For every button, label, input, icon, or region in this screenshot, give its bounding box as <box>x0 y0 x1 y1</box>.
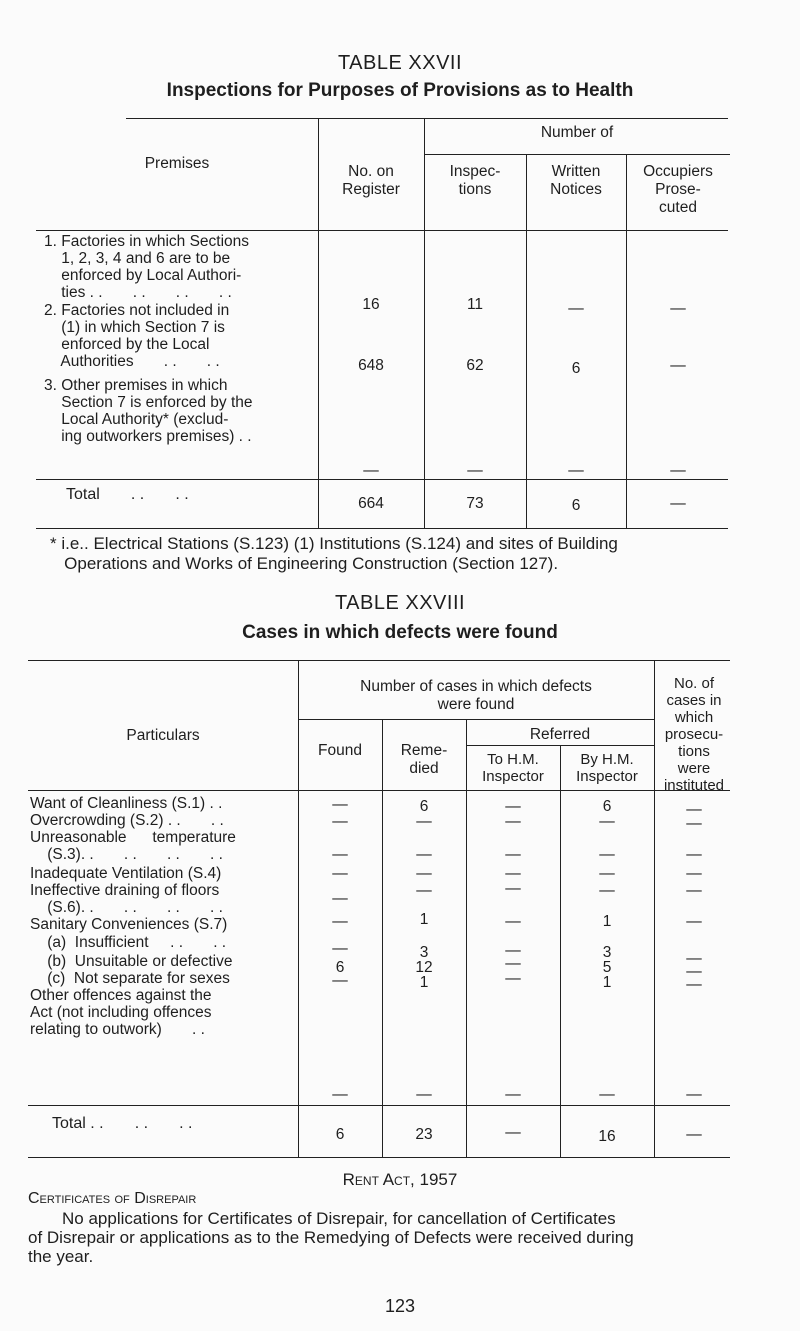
footnote-line: * i.e.. Electrical Stations (S.123) (1) Institutions (S.124) and sites of Building <box>50 534 618 553</box>
row-line: 2. Factories not included in <box>44 302 230 319</box>
cell-by-hm: — <box>599 846 615 863</box>
total-notices: 6 <box>571 497 581 514</box>
cell-to-hm: — <box>505 955 521 972</box>
cell-inspections: 11 <box>466 296 484 313</box>
header-occupiers-3: cuted <box>659 199 697 216</box>
particular-line: (a) Insufficient . . . . <box>30 934 227 951</box>
cell-remedied: — <box>416 846 432 863</box>
particular-line: Act (not including offences <box>30 1004 212 1021</box>
header-by-hm-1: By H.M. <box>580 751 634 768</box>
rule <box>382 719 383 1157</box>
cell-to-hm: — <box>505 1086 521 1103</box>
cell-remedied: — <box>416 865 432 882</box>
cell-prosecutions: — <box>686 846 702 863</box>
table-28-subtitle: Cases in which defects were found <box>242 622 558 643</box>
cell-inspections: 62 <box>466 357 484 374</box>
cell-remedied: 1 <box>419 974 429 991</box>
header-prosecutions-4: prosecu- <box>664 726 724 743</box>
cell-occupiers: — <box>670 300 686 317</box>
rent-act-line: of Disrepair or applications as to the Remedying of Defects were received during <box>28 1228 634 1247</box>
table-27-title: TABLE XXVII <box>337 52 463 74</box>
cell-register: — <box>363 462 379 479</box>
header-number-cases-1: Number of cases in which defects <box>360 678 592 695</box>
rule <box>298 660 299 1157</box>
header-prosecutions-1: No. of <box>673 675 715 692</box>
cell-found: — <box>332 865 348 882</box>
cell-prosecutions: — <box>686 1086 702 1103</box>
cell-register: 16 <box>362 296 380 313</box>
total-to-hm: — <box>505 1124 521 1141</box>
cell-remedied: 12 <box>415 959 433 976</box>
cell-to-hm: — <box>505 798 521 815</box>
cell-inspections: — <box>467 462 483 479</box>
header-notices-2: Notices <box>550 181 602 198</box>
total-occupiers: — <box>670 495 686 512</box>
table-28-title: TABLE XXVIII <box>334 592 466 614</box>
rule <box>560 745 561 1157</box>
cell-found: 6 <box>335 959 345 976</box>
row-line: 1. Factories in which Sections <box>44 233 250 250</box>
cell-to-hm: — <box>505 942 521 959</box>
rule <box>298 719 654 720</box>
header-to-hm-1: To H.M. <box>487 751 539 768</box>
cell-occupiers: — <box>670 462 686 479</box>
rule <box>126 118 728 119</box>
cell-found: — <box>332 940 348 957</box>
cell-by-hm: — <box>599 865 615 882</box>
cell-occupiers: — <box>670 357 686 374</box>
rent-act-line: the year. <box>28 1247 94 1266</box>
cell-prosecutions: — <box>686 815 702 832</box>
total-found: 6 <box>335 1126 345 1143</box>
header-remedied-1: Reme- <box>400 742 448 759</box>
cell-prosecutions: — <box>686 801 702 818</box>
cell-by-hm: 1 <box>602 974 612 991</box>
header-prosecutions-5: tions <box>678 743 710 760</box>
row-line: 3. Other premises in which <box>44 377 228 394</box>
cell-found: — <box>332 813 348 830</box>
cell-to-hm: — <box>505 880 521 897</box>
header-occupiers-1: Occupiers <box>643 163 713 180</box>
particular-line: (S.6). . . . . . . . <box>30 899 223 916</box>
cell-found: — <box>332 1086 348 1103</box>
rule <box>526 154 527 528</box>
cell-to-hm: — <box>505 913 521 930</box>
cell-remedied: 3 <box>419 944 429 961</box>
cell-found: — <box>332 890 348 907</box>
header-particulars: Particulars <box>126 727 200 744</box>
cell-by-hm: — <box>599 813 615 830</box>
row-line: Authorities . . . . <box>44 353 220 370</box>
row-line: ing outworkers premises) . . <box>44 428 252 445</box>
header-number-of: Number of <box>540 124 614 141</box>
header-number-cases-2: were found <box>437 696 515 713</box>
particular-line: Want of Cleanliness (S.1) . . <box>30 795 223 812</box>
row-line: Section 7 is enforced by the <box>44 394 253 411</box>
cell-to-hm: — <box>505 846 521 863</box>
total-register: 664 <box>358 495 384 512</box>
header-referred: Referred <box>529 726 591 743</box>
header-by-hm-2: Inspector <box>576 768 638 785</box>
rule <box>28 660 730 661</box>
row-line: ties . . . . . . . . <box>44 284 232 301</box>
header-to-hm-2: Inspector <box>482 768 544 785</box>
row-line: Local Authority* (exclud- <box>44 411 229 428</box>
total-by-hm: 16 <box>598 1128 616 1145</box>
cell-found: — <box>332 972 348 989</box>
cell-to-hm: — <box>505 865 521 882</box>
rule <box>36 230 728 231</box>
header-prosecutions-2: cases in <box>666 692 722 709</box>
cell-prosecutions: — <box>686 882 702 899</box>
particular-line: (S.3). . . . . . . . <box>30 846 223 863</box>
cell-by-hm: 1 <box>602 913 612 930</box>
header-inspections-2: tions <box>458 181 492 198</box>
row-line: (1) in which Section 7 is <box>44 319 225 336</box>
rule <box>28 790 730 791</box>
cell-by-hm: — <box>599 882 615 899</box>
header-notices-1: Written <box>551 163 601 180</box>
cell-notices: — <box>568 462 584 479</box>
cell-prosecutions: — <box>686 950 702 967</box>
total-label: Total . . . . <box>66 486 189 503</box>
rent-act-subheading: Certificates of Disrepair <box>28 1190 197 1207</box>
total-remedied: 23 <box>415 1126 433 1143</box>
page-number: 123 <box>384 1296 416 1316</box>
cell-by-hm: — <box>599 1086 615 1103</box>
cell-to-hm: — <box>505 970 521 987</box>
particular-line: (c) Not separate for sexes <box>30 970 230 987</box>
cell-by-hm: 5 <box>602 959 612 976</box>
cell-prosecutions: — <box>686 913 702 930</box>
particular-line: Ineffective draining of floors <box>30 882 220 899</box>
footnote-line: Operations and Works of Engineering Construction (Section 127). <box>50 554 559 573</box>
cell-remedied: 1 <box>419 911 429 928</box>
cell-remedied: — <box>416 1086 432 1103</box>
row-line: 1, 2, 3, 4 and 6 are to be <box>44 250 231 267</box>
row-line: enforced by the Local <box>44 336 210 353</box>
cell-notices: 6 <box>571 360 581 377</box>
cell-register: 648 <box>358 357 384 374</box>
rule <box>424 154 730 155</box>
cell-by-hm: 6 <box>602 798 612 815</box>
particular-line: Unreasonable temperature <box>30 829 236 846</box>
cell-notices: — <box>568 300 584 317</box>
rule <box>28 1105 730 1106</box>
cell-prosecutions: — <box>686 976 702 993</box>
particular-line: Sanitary Conveniences (S.7) <box>30 916 228 933</box>
particular-line: relating to outwork) . . <box>30 1021 205 1038</box>
cell-remedied: — <box>416 813 432 830</box>
header-premises: Premises <box>144 155 210 172</box>
total-prosecutions: — <box>686 1126 702 1143</box>
total-inspections: 73 <box>466 495 484 512</box>
header-prosecutions-3: which <box>674 709 714 726</box>
particular-line: (b) Unsuitable or defective <box>30 953 233 970</box>
header-remedied-2: died <box>409 760 439 777</box>
header-inspections-1: Inspec- <box>449 163 501 180</box>
particular-line: Other offences against the <box>30 987 212 1004</box>
cell-remedied: 6 <box>419 798 429 815</box>
cell-found: — <box>332 846 348 863</box>
header-occupiers-2: Prose- <box>655 181 701 198</box>
cell-found: — <box>332 913 348 930</box>
cell-prosecutions: — <box>686 865 702 882</box>
header-register-2: Register <box>342 181 400 198</box>
header-prosecutions-7: instituted <box>663 777 725 794</box>
total-label: Total . . . . . . <box>52 1115 193 1132</box>
cell-by-hm: 3 <box>602 944 612 961</box>
header-register-1: No. on <box>348 163 394 180</box>
header-found: Found <box>318 742 362 759</box>
cell-remedied: — <box>416 882 432 899</box>
table-27-subtitle: Inspections for Purposes of Provisions as to Health <box>166 80 634 101</box>
rule <box>36 528 728 529</box>
particular-line: Overcrowding (S.2) . . . . <box>30 812 224 829</box>
cell-found: — <box>332 796 348 813</box>
row-line: enforced by Local Authori- <box>44 267 242 284</box>
rent-act-heading: Rent Act, 1957 <box>342 1170 458 1189</box>
cell-to-hm: — <box>505 813 521 830</box>
header-prosecutions-6: were <box>677 760 711 777</box>
rule <box>28 1157 730 1158</box>
cell-prosecutions: — <box>686 963 702 980</box>
rent-act-line: No applications for Certificates of Disrepair, for cancellation of Certificates <box>62 1209 616 1228</box>
particular-line: Inadequate Ventilation (S.4) <box>30 865 222 882</box>
